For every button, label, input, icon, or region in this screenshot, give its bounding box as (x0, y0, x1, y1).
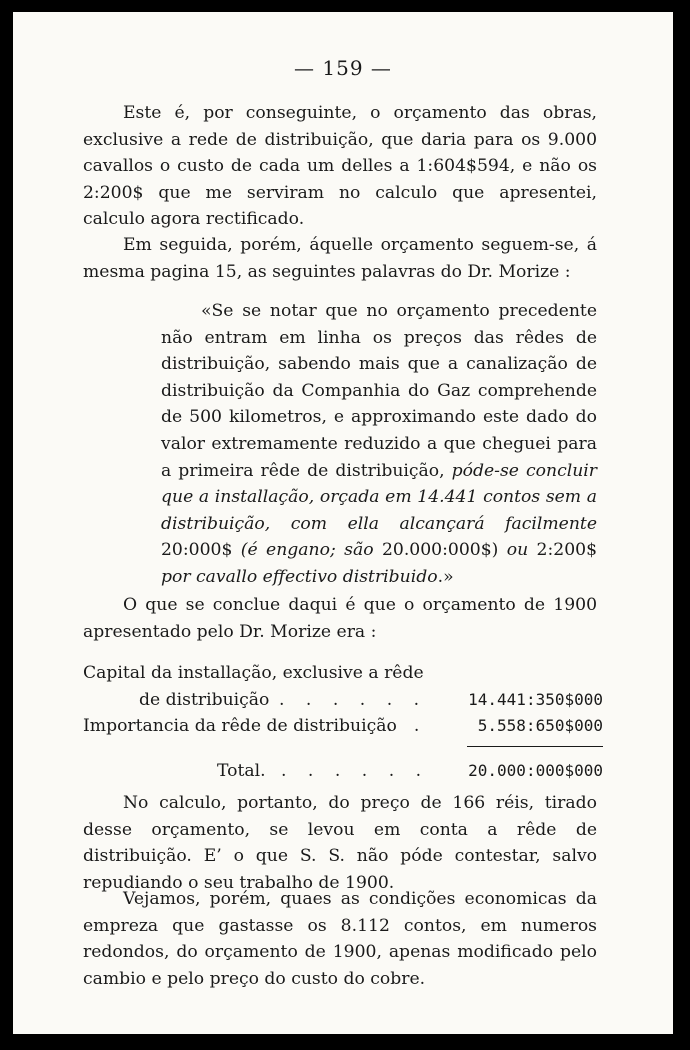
row1-label-line1: Capital da installação, exclusive a rêde (83, 663, 424, 683)
paragraph-3: O que se conclue daqui é que o orçamento de 1900 apresentado pelo Dr. Morize era : (83, 595, 597, 642)
quote-plain-2: 20:000$ (161, 540, 233, 561)
quote-italic-3: ou (506, 540, 529, 561)
row2-value: 5.558:650$000 (477, 716, 603, 736)
table-row (83, 687, 603, 714)
total-value: 20.000:000$000 (468, 760, 603, 780)
quote-italic-4: por cavallo effectivo distribuido (161, 566, 438, 587)
table-row-total (83, 758, 603, 785)
quote-italic-2: (é engano; são (240, 540, 374, 561)
total-label: Total. (217, 760, 266, 781)
row2-label: Importancia da rêde de distribuição (83, 716, 397, 737)
total-leader-dots: . . . . . . (281, 760, 430, 781)
quote-end: .» (437, 566, 454, 587)
quote-plain-1: «Se se notar que no orçamento precedente não entram em linha os preços das rêdes de distribuição, sabendo mais que a canalização de distribuição da Companhia do Gaz comprehende de 500 kilometros, e approximando este dado do valor extremamente reduzido a que cheguei para a primeira rêde de distribuição, (161, 301, 597, 481)
paragraph-1: Este é, por conseguinte, o orçamento das obras, exclusive a rede de distribuição, que daria para os 9.000 cavallos o custo de cada um delles a 1:604$594, e não os 2:200$ que me serviram no calculo que apresentei, calculo agora rectificado. (83, 103, 597, 230)
document-page (13, 12, 673, 1034)
table-row (83, 713, 603, 740)
quote-plain-4: 2:200$ (536, 540, 598, 561)
sum-rule (467, 746, 603, 747)
row2-leader-dots: . . (387, 716, 428, 737)
paragraph-5: Vejamos, porém, quaes as condições economicas da empreza que gastasse os 8.112 contos, em numeros redondos, do orçamento de 1900, apenas modificado pelo cambio e pelo preço do custo do cobre. (83, 889, 597, 989)
quote-text (161, 298, 597, 591)
budget-table (83, 660, 603, 784)
quote-italic-1: póde-se concluir que a installação, orçada em 14.441 contos sem a distribuição, com ella alcançará facilmente (161, 460, 597, 534)
row1-label-line2: de distribuição (139, 689, 270, 710)
row1-value: 14.441:350$000 (468, 689, 603, 709)
block-quote (161, 298, 597, 591)
table-row (83, 660, 603, 687)
paragraph-4: No calculo, portanto, do preço de 166 réis, tirado desse orçamento, se levou em conta a rêde de distribuição. E’ o que S. S. não póde contestar, salvo repudiando o seu trabalho de 1900. (83, 793, 597, 893)
quote-plain-3: 20.000:000$) (381, 540, 499, 561)
page-number: — 159 — (294, 56, 392, 80)
row1-leader-dots: . . . . . . (279, 689, 428, 710)
paragraph-2: Em seguida, porém, áquelle orçamento seguem-se, á mesma pagina 15, as seguintes palavras do Dr. Morize : (83, 235, 597, 282)
